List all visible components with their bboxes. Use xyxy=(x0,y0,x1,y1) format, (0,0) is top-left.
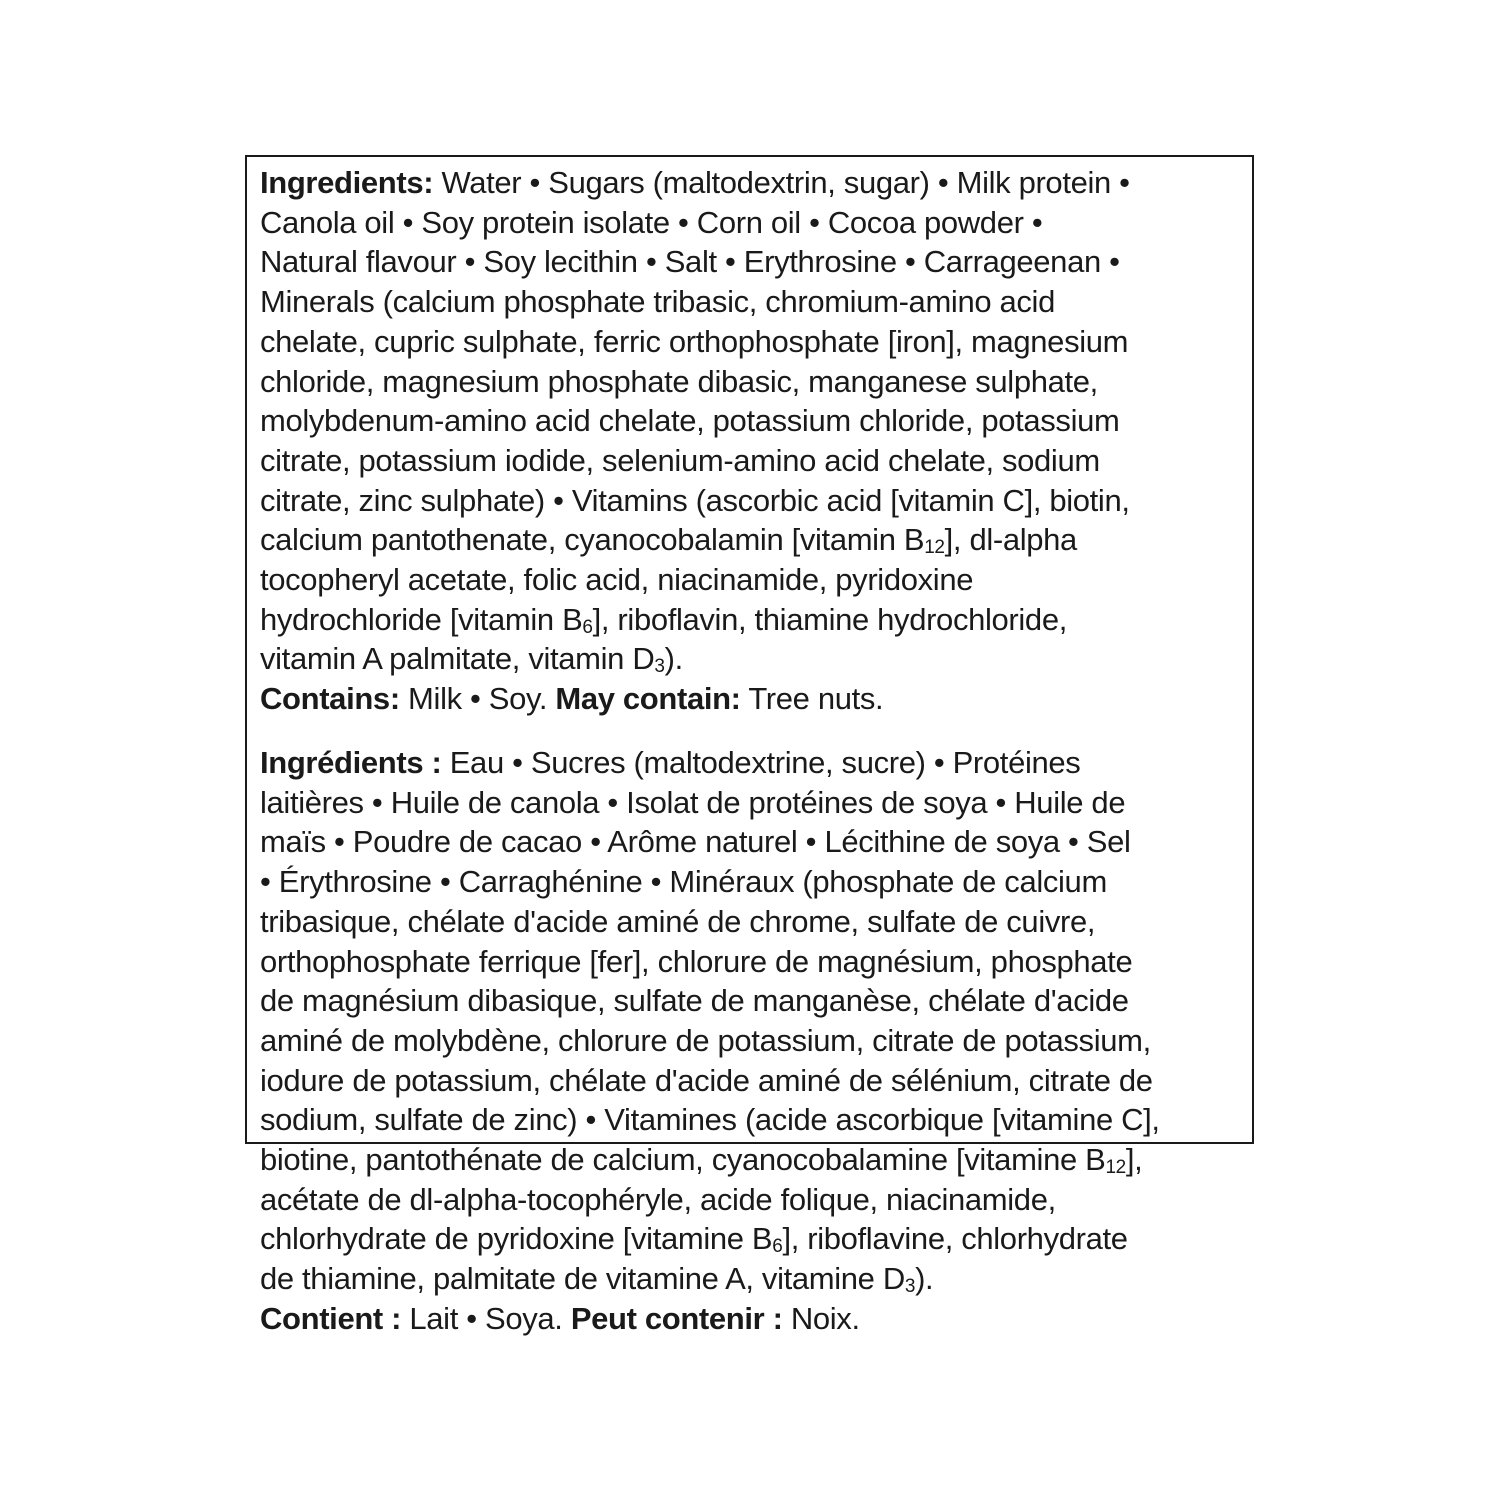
english-text: ], riboflavin, thiamine hydrochloride, xyxy=(592,601,1067,637)
english-text: chelate, cupric sulphate, ferric orthophosphate [iron], magnesium xyxy=(260,323,1129,359)
french-text: ], riboflavine, chlorhydrate xyxy=(782,1221,1128,1257)
english-text: Natural flavour • Soy lecithin • Salt • Erythrosine • Carrageenan • xyxy=(260,244,1120,280)
french-heading: Contient : xyxy=(260,1300,402,1336)
french-line xyxy=(260,1180,1056,1220)
french-line xyxy=(260,783,1125,823)
french-text: Lait • Soya. xyxy=(401,1300,571,1336)
french-text: ). xyxy=(915,1261,934,1297)
english-text: calcium pantothenate, cyanocobalamin [vitamin B xyxy=(260,522,925,558)
french-text: chlorhydrate de pyridoxine [vitamine B xyxy=(260,1221,773,1257)
english-subscript: 12 xyxy=(924,537,945,559)
french-line xyxy=(260,1061,1153,1101)
ingredients-label-box xyxy=(245,155,1254,1336)
french-text: de thiamine, palmitate de vitamine A, vitamine D xyxy=(260,1261,905,1297)
english-text: Canola oil • Soy protein isolate • Corn oil • Cocoa powder • xyxy=(260,204,1043,240)
english-text: molybdenum-amino acid chelate, potassium chloride, potassium xyxy=(260,403,1120,439)
english-line xyxy=(260,520,1077,560)
french-subscript: 12 xyxy=(1105,1157,1126,1178)
french-text: biotine, pantothénate de calcium, cyanocobalamine [vitamine B xyxy=(260,1142,1106,1177)
english-line xyxy=(260,242,1120,282)
french-text: aminé de molybdène, chlorure de potassium, citrate de potassium, xyxy=(260,1022,1151,1058)
english-heading: Ingredients: xyxy=(260,165,434,200)
english-text: vitamin A palmitate, vitamin D xyxy=(260,641,655,677)
english-line xyxy=(260,639,683,679)
english-text: citrate, zinc sulphate) • Vitamins (ascorbic acid [vitamin C], biotin, xyxy=(260,482,1130,518)
english-line xyxy=(260,203,1042,243)
english-line xyxy=(260,600,1067,640)
french-line xyxy=(260,1259,933,1299)
french-line xyxy=(260,1219,1128,1259)
english-line xyxy=(260,362,1098,402)
english-heading: May contain: xyxy=(555,681,741,717)
french-text: laitières • Huile de canola • Isolat de protéines de soya • Huile de xyxy=(260,784,1126,820)
english-text: Tree nuts. xyxy=(740,681,884,717)
english-text: tocopheryl acetate, folic acid, niacinamide, pyridoxine xyxy=(260,562,974,597)
french-subscript: 6 xyxy=(772,1236,783,1258)
french-text: tribasique, chélate d'acide aminé de chrome, sulfate de cuivre, xyxy=(260,903,1096,939)
english-text: chloride, magnesium phosphate dibasic, manganese sulphate, xyxy=(260,363,1098,399)
french-text: de magnésium dibasique, sulfate de manganèse, chélate d'acide xyxy=(260,983,1129,1019)
english-line xyxy=(260,401,1120,441)
french-text: iodure de potassium, chélate d'acide aminé de sélénium, citrate de xyxy=(260,1062,1153,1098)
english-subscript: 6 xyxy=(582,616,593,638)
french-line xyxy=(260,981,1129,1021)
english-text: Milk • Soy. xyxy=(399,681,556,717)
french-line xyxy=(260,743,1080,783)
french-heading: Peut contenir : xyxy=(570,1300,783,1336)
french-line xyxy=(260,902,1095,942)
english-line xyxy=(260,560,973,600)
french-line xyxy=(260,1299,860,1339)
french-line xyxy=(260,1100,1160,1140)
english-line xyxy=(260,441,1100,481)
french-text: ], xyxy=(1125,1142,1143,1177)
english-line xyxy=(260,679,883,719)
english-line xyxy=(260,163,1130,203)
french-text: sodium, sulfate de zinc) • Vitamines (acide ascorbique [vitamine C], xyxy=(260,1102,1160,1138)
french-line xyxy=(260,822,1131,862)
french-text: • Érythrosine • Carraghénine • Minéraux (phosphate de calcium xyxy=(260,864,1107,900)
french-text: maïs • Poudre de cacao • Arôme naturel • Lécithine de soya • Sel xyxy=(260,824,1131,860)
french-line xyxy=(260,942,1132,982)
english-text: ). xyxy=(664,641,683,677)
english-text: hydrochloride [vitamin B xyxy=(260,601,583,637)
french-subscript: 3 xyxy=(904,1276,916,1298)
french-text: orthophosphate ferrique [fer], chlorure de magnésium, phosphate xyxy=(260,943,1133,979)
english-text: Water • Sugars (maltodextrin, sugar) • Milk protein • xyxy=(433,165,1130,200)
english-line xyxy=(260,282,1055,322)
french-heading: Ingrédients : xyxy=(260,745,442,780)
english-subscript: 3 xyxy=(654,656,665,678)
english-text: ], dl-alpha xyxy=(944,522,1077,558)
french-text: Eau • Sucres (maltodextrine, sucre) • Protéines xyxy=(441,745,1081,780)
english-heading: Contains: xyxy=(260,681,400,717)
french-line xyxy=(260,862,1107,902)
english-line xyxy=(260,322,1128,362)
english-text: Minerals (calcium phosphate tribasic, chromium-amino acid xyxy=(260,284,1055,320)
english-line xyxy=(260,481,1130,521)
french-line xyxy=(260,1140,1142,1180)
french-text: acétate de dl-alpha-tocophéryle, acide folique, niacinamide, xyxy=(260,1181,1056,1217)
french-text: Noix. xyxy=(782,1300,860,1336)
french-line xyxy=(260,1021,1151,1061)
english-text: citrate, potassium iodide, selenium-amino acid chelate, sodium xyxy=(260,442,1100,478)
